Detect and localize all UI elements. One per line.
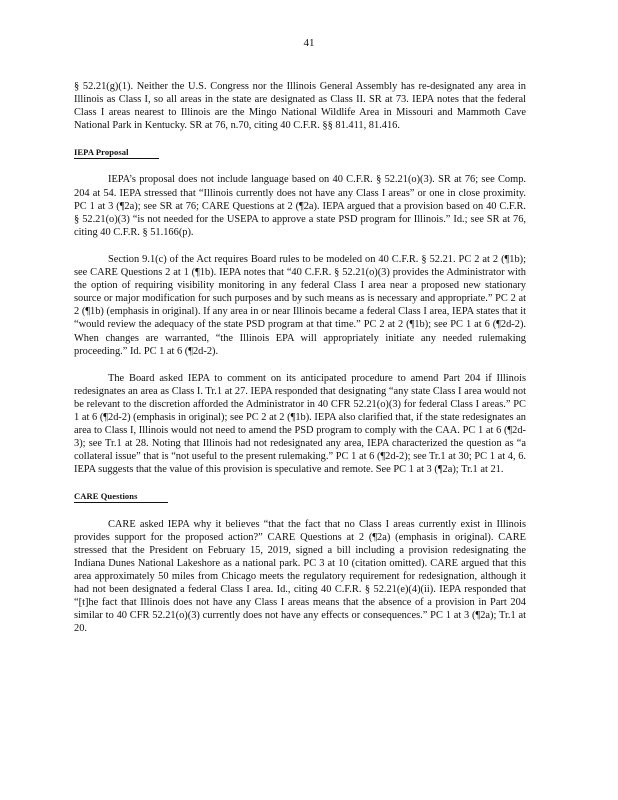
intro-paragraph: § 52.21(g)(1). Neither the U.S. Congress nor the Illinois General Assembly has re-designated any area in Illinois as Class I, so all areas in the state are designated as Class II. SR at 73. IEPA notes that the federal Class I areas nearest to Illinois are the Mingo National Wildlife Area in Missouri and Mammoth Cave National Park in Kentucky. SR at 76, n.70, citing 40 C.F.R. §§ 81.411, 81.416. xyxy=(74,81,526,132)
body-paragraph: The Board asked IEPA to comment on its anticipated procedure to amend Part 204 if Illinois redesignates an area as Class I. Tr.1 at 27. IEPA responded that designating “any state Class I area would not be relevant to the discretion afforded the Administrator in 40 CFR 52.21(o)(3) for federal Class I areas.” PC 1 at 6 (¶2d-2) (emphasis in original); see PC 2 at 2 (¶1b). IEPA also clarified that, if the state redesignates an area to Class I, Illinois would not need to amend the PSD program to comply with the CAA. PC 1 at 6 (¶2d-3); see Tr.1 at 28. Noting that Illinois had not redesignated any area, IEPA characterized the question as “a collateral issue” that is “not useful to the present rulemaking.” PC 1 at 6 (¶2d-2); see Tr.1 at 30; PC 1 at 4, 6. IEPA suggests that the value of this provision is speculative and remote. See PC 1 at 3 (¶2a); Tr.1 at 21. xyxy=(74,372,526,476)
section-care-questions xyxy=(74,490,526,635)
section-heading: CARE Questions xyxy=(74,490,526,503)
section-iepa-proposal xyxy=(74,146,526,476)
body-paragraph: CARE asked IEPA why it believes “that the fact that no Class I areas currently exist in Illinois provides support for the proposed action?” CARE Questions at 2 (¶2a) (emphasis in original). CARE stressed that the President on February 15, 2019, signed a bill including a provision redesignating the Indiana Dunes National Lakeshore as a national park. PC 3 at 10 (citation omitted). CARE argued that this area approximately 50 miles from Chicago meets the regulatory requirement for redesignation, although it had not been designated a federal Class I area. Id., citing 40 C.F.R. § 52.21(e)(4)(ii). IEPA responded that “[t]he fact that Illinois does not have any Class I areas means that the absence of a provision in Part 204 similar to 40 CFR 52.21(o)(3) currently does not have any effects or consequences.” PC 1 at 3 (¶2a); Tr.1 at 20. xyxy=(74,518,526,635)
page-body xyxy=(74,80,526,635)
page-number: 41 xyxy=(303,37,315,49)
body-paragraph: IEPA’s proposal does not include language based on 40 C.F.R. § 52.21(o)(3). SR at 76; see Comp. 204 at 54. IEPA stressed that “Illinois currently does not have any Class I areas” or one in close proximity. PC 1 at 3 (¶2a); see SR at 76; CARE Questions at 2 (¶2a). IEPA argued that a provision based on 40 C.F.R. § 52.21(o)(3) “is not needed for the USEPA to approve a state PSD program for Illinois.” Id.; see SR at 76, citing 40 C.F.R. § 51.166(p). xyxy=(74,174,526,238)
body-paragraph: Section 9.1(c) of the Act requires Board rules to be modeled on 40 C.F.R. § 52.21. PC 2 at 2 (¶1b); see CARE Questions 2 at 1 (¶1b). IEPA notes that “40 C.F.R. § 52.21(o)(3) provides the Administrator with the option of requiring visibility monitoring in any federal Class I area near a proposed new stationary source or major modification for such purposes and by such means as is necessary and appropriate.” PC 2 at 2 (¶1b) (emphasis in original). If any area in or near Illinois became a federal Class I area, IEPA states that it “would review the adequacy of the state PSD program at that time.” PC 2 at 2 (¶1b); see PC 1 at 6 (¶2d-2). When changes are warranted, “the Illinois EPA will appropriately initiate any needed rulemaking proceeding.” Id. PC 1 at 6 (¶2d-2). xyxy=(74,253,526,357)
section-heading: IEPA Proposal xyxy=(74,146,526,159)
